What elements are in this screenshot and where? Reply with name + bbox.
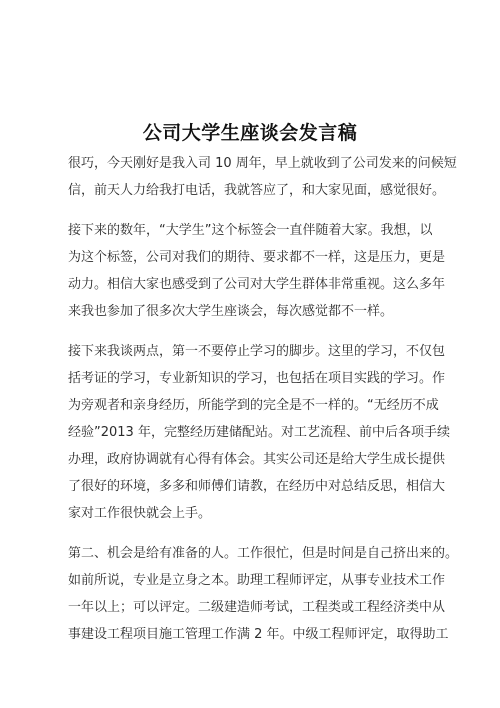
text-line: 为旁观者和亲身经历，所能学到的完全是不一样的。“无经历不成 bbox=[68, 398, 439, 413]
paragraph-4 bbox=[68, 540, 459, 648]
paragraph-1 bbox=[68, 150, 457, 204]
text-line: 动力。相信大家也感受到了公司对大学生群体非常重视。这么多年 bbox=[68, 277, 446, 292]
text-line: 来我也参加了很多次大学生座谈会，每次感觉都不一样。 bbox=[68, 304, 394, 319]
text-line: 经验”2013 年，完整经历建储配站。对工艺流程、前中后各项手续 bbox=[68, 425, 450, 440]
text-line: 家对工作很快就会上手。 bbox=[68, 506, 212, 521]
document-title: 公司大学生座谈会发言稿 bbox=[142, 122, 358, 144]
document-body bbox=[68, 150, 459, 661]
text-line: 接下来我谈两点，第一不要停止学习的脚步。这里的学习，不仅包 bbox=[68, 344, 446, 359]
text-line: 信，前天人力给我打电话，我就答应了，和大家见面，感觉很好。 bbox=[68, 183, 446, 198]
text-line: 很巧，今天刚好是我入司 10 周年，早上就收到了公司发来的问候短 bbox=[68, 156, 457, 171]
text-line: 了很好的环境，多多和师傅们请教，在经历中对总结反思，相信大 bbox=[68, 479, 446, 494]
text-line: 事建设工程项目施工管理工作满 2 年。中级工程师评定，取得助工 bbox=[68, 627, 449, 642]
text-line: 一年以上；可以评定。二级建造师考试，工程类或工程经济类中从 bbox=[68, 600, 446, 615]
paragraph-3 bbox=[68, 338, 450, 527]
text-line: 办理，政府协调就有心得有体会。其实公司还是给大学生成长提供 bbox=[68, 452, 446, 467]
text-line: 如前所说，专业是立身之本。助理工程师评定，从事专业技术工作 bbox=[68, 573, 446, 588]
text-line: 括考证的学习，专业新知识的学习，也包括在项目实践的学习。作 bbox=[68, 371, 446, 386]
text-line: 接下来的数年，“大学生”这个标签会一直伴随着大家。我想，以 bbox=[68, 223, 433, 238]
paragraph-2 bbox=[68, 217, 446, 325]
text-line: 第二、机会是给有准备的人。工作很忙，但是时间是自己挤出来的。 bbox=[68, 546, 459, 561]
text-line: 为这个标签，公司对我们的期待、要求都不一样，这是压力，更是 bbox=[68, 250, 446, 265]
